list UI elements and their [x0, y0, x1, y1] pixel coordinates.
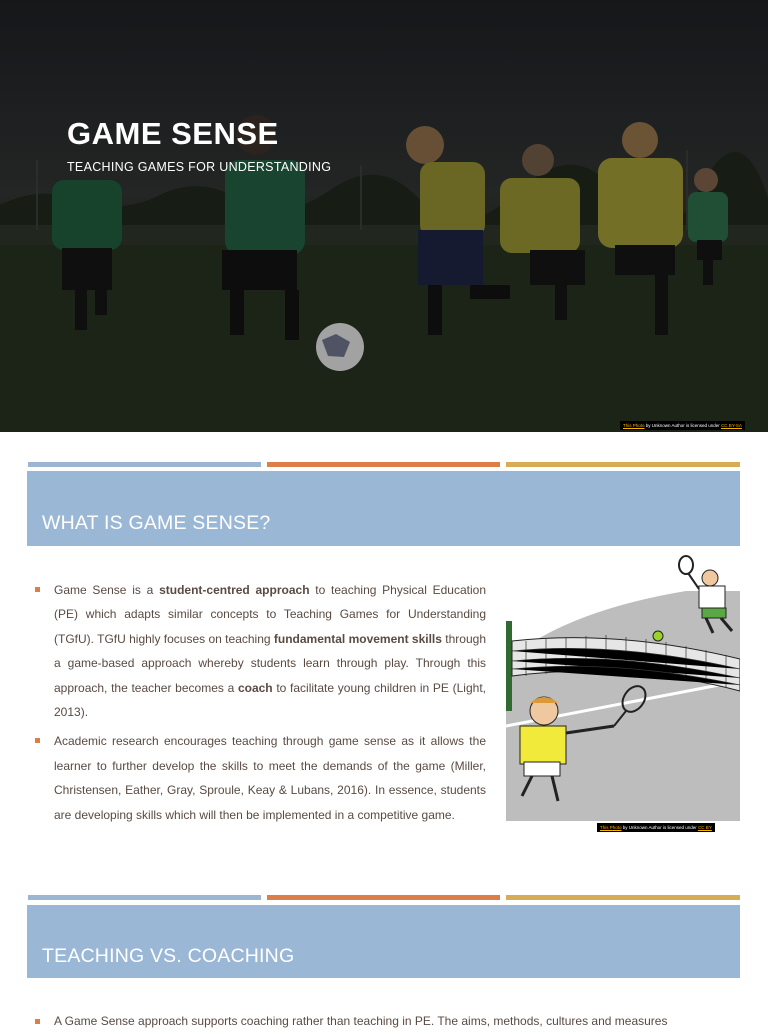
bullet-text: to teaching Physical Education (PE) which adapts similar concepts to Teaching Games for Understanding (TGfU). TGfU highly focuses on teaching: [54, 583, 486, 646]
image-credit: [597, 823, 715, 832]
section-header: [27, 905, 740, 978]
divider-strip-gold: [506, 895, 740, 900]
photo-credit: [620, 421, 745, 430]
bullet-list: [35, 578, 486, 832]
bullet-text: through a game-based approach whereby students learn through play. Through this approach, the teacher becomes a: [54, 631, 486, 695]
bold-term: fundamental movement skills: [273, 631, 442, 646]
slide-subtitle: TEACHING GAMES FOR UNDERSTANDING: [67, 160, 332, 174]
credit-photo-link[interactable]: This Photo: [600, 825, 622, 830]
title-slide: [0, 0, 768, 432]
slide-title: GAME SENSE: [67, 116, 279, 151]
bullet-text: A Game Sense approach supports coaching rather than teaching in PE. The aims, methods, cultures and measures: [54, 1014, 668, 1028]
bullet-item: [35, 578, 486, 724]
credit-text: by Unknown Author is licensed under: [644, 423, 722, 428]
partial-bullet: [35, 1014, 740, 1034]
bold-term: coach: [237, 680, 273, 695]
bullet-text: Game Sense is a: [54, 583, 160, 597]
credit-license-link[interactable]: CC BY-SA: [721, 423, 742, 428]
credit-license-link[interactable]: CC BY: [698, 825, 712, 830]
bold-term: student-centred approach: [159, 583, 310, 597]
bullet-text: Academic research encourages teaching through game sense as it allows the learner to further develop the skills to meet the demands of the game (Miller, Christensen, Eather, Gray, Sproule, Keay & Lubans, 2016). In essence, students are developing skills which will then be implemented in a competitive game.: [54, 734, 486, 822]
section-title: WHAT IS GAME SENSE?: [42, 512, 271, 534]
divider-strip-gold: [506, 462, 740, 467]
bullet-text: to facilitate young children in PE (Light, 2013).: [54, 680, 486, 720]
bullet-item: [35, 729, 486, 827]
divider-strip-orange: [267, 895, 500, 900]
credit-photo-link[interactable]: This Photo: [623, 423, 645, 428]
section-header: [27, 471, 740, 546]
tennis-illustration: [506, 551, 740, 834]
divider-strip-orange: [267, 462, 500, 467]
children-soccer-photo: [0, 0, 768, 432]
divider-strip-blue: [28, 895, 261, 900]
section-title: TEACHING VS. COACHING: [42, 945, 295, 967]
credit-text: by Unknown Author is licensed under: [621, 825, 699, 830]
divider-strip-blue: [28, 462, 261, 467]
